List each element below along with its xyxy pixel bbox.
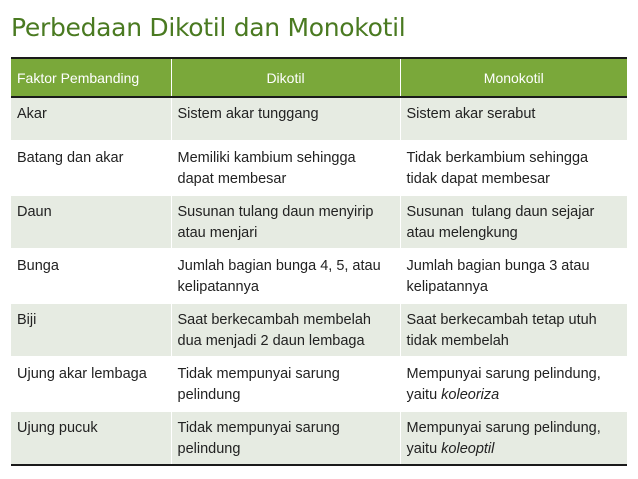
table-row — [11, 411, 627, 465]
factor-cell: Batang dan akar — [11, 141, 171, 195]
header-row — [11, 58, 627, 97]
dicot-cell: Susunan tulang daun menyirip atau menjari — [171, 195, 400, 249]
comparison-table — [11, 57, 627, 466]
slide-title: Perbedaan Dikotil dan Monokotil — [11, 13, 406, 42]
monocot-text: Mempunyai sarung pelindung, yaitu — [406, 366, 601, 403]
monocot-term: koleoptil — [441, 441, 495, 457]
monocot-cell — [400, 411, 627, 465]
table-row — [11, 141, 627, 195]
dicot-cell: Sistem akar tunggang — [171, 97, 400, 141]
factor-cell: Daun — [11, 195, 171, 249]
table-header — [11, 58, 627, 97]
header-factor: Faktor Pembanding — [11, 58, 171, 97]
header-monocot: Monokotil — [400, 58, 627, 97]
table-body — [11, 97, 627, 465]
table-row — [11, 97, 627, 141]
monocot-term: koleoriza — [441, 387, 500, 403]
table-row — [11, 303, 627, 357]
monocot-cell: Susunan tulang daun sejajar atau melengkung — [400, 195, 627, 249]
monocot-cell: Tidak berkambium sehingga tidak dapat membesar — [400, 141, 627, 195]
factor-cell: Ujung pucuk — [11, 411, 171, 465]
factor-cell: Akar — [11, 97, 171, 141]
table-row — [11, 195, 627, 249]
dicot-cell: Jumlah bagian bunga 4, 5, atau kelipatannya — [171, 249, 400, 303]
monocot-cell — [400, 357, 627, 411]
comparison-table-container — [11, 57, 627, 466]
table-row — [11, 249, 627, 303]
dicot-cell: Tidak mempunyai sarung pelindung — [171, 357, 400, 411]
monocot-cell: Jumlah bagian bunga 3 atau kelipatannya — [400, 249, 627, 303]
factor-cell: Bunga — [11, 249, 171, 303]
monocot-text: Mempunyai sarung pelindung, yaitu — [406, 420, 601, 457]
table-row — [11, 357, 627, 411]
monocot-cell: Sistem akar serabut — [400, 97, 627, 141]
dicot-cell: Memiliki kambium sehingga dapat membesar — [171, 141, 400, 195]
monocot-cell: Saat berkecambah tetap utuh tidak membelah — [400, 303, 627, 357]
factor-cell: Biji — [11, 303, 171, 357]
header-dicot: Dikotil — [171, 58, 400, 97]
dicot-cell: Tidak mempunyai sarung pelindung — [171, 411, 400, 465]
dicot-cell: Saat berkecambah membelah dua menjadi 2 daun lembaga — [171, 303, 400, 357]
factor-cell: Ujung akar lembaga — [11, 357, 171, 411]
